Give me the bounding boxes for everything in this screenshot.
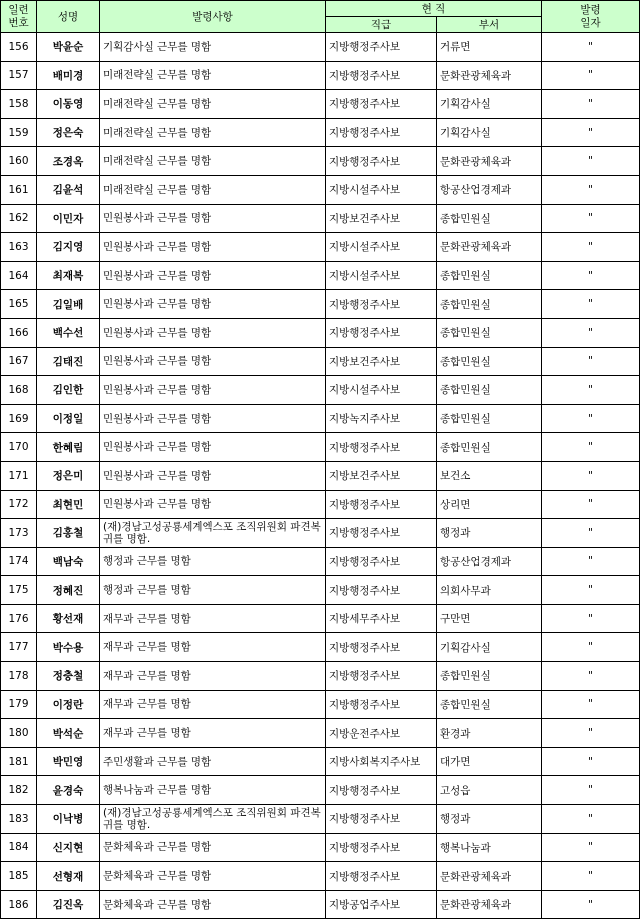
row-name: 조경옥 <box>37 147 100 176</box>
row-dept: 종합민원실 <box>437 662 542 691</box>
header-name: 성명 <box>37 1 100 33</box>
table-row <box>1 690 640 719</box>
table-body <box>1 33 640 919</box>
table-row <box>1 776 640 805</box>
row-dept: 문화관광체육과 <box>437 890 542 919</box>
row-date: " <box>542 805 640 834</box>
row-rank: 지방행정주사보 <box>326 633 437 662</box>
row-rank: 지방행정주사보 <box>326 690 437 719</box>
row-dept: 종합민원실 <box>437 318 542 347</box>
row-name: 정충철 <box>37 662 100 691</box>
row-name: 김태진 <box>37 347 100 376</box>
row-number: 165 <box>1 290 37 319</box>
row-name: 이민자 <box>37 204 100 233</box>
table-row <box>1 662 640 691</box>
table-row <box>1 33 640 62</box>
row-order: 행복나눔과 근무를 명함 <box>100 776 326 805</box>
row-date: " <box>542 175 640 204</box>
row-order: 문화체육과 근무를 명함 <box>100 890 326 919</box>
row-dept: 종합민원실 <box>437 690 542 719</box>
row-order: 민원봉사과 근무를 명함 <box>100 433 326 462</box>
row-rank: 지방보건주사보 <box>326 461 437 490</box>
row-order: 민원봉사과 근무를 명함 <box>100 461 326 490</box>
row-number: 180 <box>1 719 37 748</box>
row-number: 175 <box>1 576 37 605</box>
row-date: " <box>542 519 640 548</box>
row-number: 170 <box>1 433 37 462</box>
row-date: " <box>542 576 640 605</box>
table-row <box>1 633 640 662</box>
row-date: " <box>542 347 640 376</box>
row-rank: 지방행정주사보 <box>326 833 437 862</box>
row-name: 백수선 <box>37 318 100 347</box>
row-name: 박수용 <box>37 633 100 662</box>
row-date: " <box>542 547 640 576</box>
row-dept: 기획감사실 <box>437 633 542 662</box>
row-date: " <box>542 33 640 62</box>
table-row <box>1 90 640 119</box>
table-row <box>1 204 640 233</box>
row-number: 185 <box>1 862 37 891</box>
row-dept: 구만면 <box>437 604 542 633</box>
table-row <box>1 719 640 748</box>
table-row <box>1 747 640 776</box>
row-date: " <box>542 862 640 891</box>
row-name: 이낙병 <box>37 805 100 834</box>
table-row <box>1 404 640 433</box>
row-rank: 지방시설주사보 <box>326 233 437 262</box>
row-rank: 지방행정주사보 <box>326 61 437 90</box>
row-name: 김홍철 <box>37 519 100 548</box>
row-order: (재)경남고성공룡세계엑스포 조직위원회 파견복귀를 명함. <box>100 519 326 548</box>
row-dept: 의회사무과 <box>437 576 542 605</box>
table-row <box>1 290 640 319</box>
table-row <box>1 576 640 605</box>
row-rank: 지방운전주사보 <box>326 719 437 748</box>
row-name: 황선재 <box>37 604 100 633</box>
row-dept: 문화관광체육과 <box>437 61 542 90</box>
table-row <box>1 461 640 490</box>
row-rank: 지방행정주사보 <box>326 433 437 462</box>
row-dept: 문화관광체육과 <box>437 233 542 262</box>
table-row <box>1 490 640 519</box>
row-date: " <box>542 404 640 433</box>
header-no: 일련 번호 <box>1 1 37 33</box>
table-row <box>1 261 640 290</box>
row-order: 민원봉사과 근무를 명함 <box>100 376 326 405</box>
row-order: 문화체육과 근무를 명함 <box>100 833 326 862</box>
row-dept: 기획감사실 <box>437 118 542 147</box>
row-rank: 지방시설주사보 <box>326 376 437 405</box>
row-dept: 종합민원실 <box>437 376 542 405</box>
table-row <box>1 233 640 262</box>
row-dept: 보건소 <box>437 461 542 490</box>
row-rank: 지방행정주사보 <box>326 318 437 347</box>
row-order: 민원봉사과 근무를 명함 <box>100 204 326 233</box>
row-rank: 지방보건주사보 <box>326 347 437 376</box>
row-rank: 지방행정주사보 <box>326 118 437 147</box>
row-number: 161 <box>1 175 37 204</box>
row-number: 164 <box>1 261 37 290</box>
row-number: 174 <box>1 547 37 576</box>
row-order: 문화체육과 근무를 명함 <box>100 862 326 891</box>
row-date: " <box>542 890 640 919</box>
row-date: " <box>542 747 640 776</box>
row-order: 민원봉사과 근무를 명함 <box>100 261 326 290</box>
row-date: " <box>542 662 640 691</box>
row-name: 최현민 <box>37 490 100 519</box>
row-rank: 지방행정주사보 <box>326 662 437 691</box>
row-date: " <box>542 261 640 290</box>
row-number: 166 <box>1 318 37 347</box>
row-name: 이동영 <box>37 90 100 119</box>
row-date: " <box>542 376 640 405</box>
row-rank: 지방행정주사보 <box>326 519 437 548</box>
row-order: 민원봉사과 근무를 명함 <box>100 318 326 347</box>
row-number: 186 <box>1 890 37 919</box>
row-dept: 환경과 <box>437 719 542 748</box>
table-row <box>1 547 640 576</box>
row-date: " <box>542 719 640 748</box>
row-name: 이정일 <box>37 404 100 433</box>
row-dept: 종합민원실 <box>437 261 542 290</box>
row-date: " <box>542 461 640 490</box>
row-date: " <box>542 118 640 147</box>
row-name: 김지영 <box>37 233 100 262</box>
row-order: 미래전략실 근무를 명함 <box>100 147 326 176</box>
row-dept: 상리면 <box>437 490 542 519</box>
row-name: 이정란 <box>37 690 100 719</box>
row-date: " <box>542 290 640 319</box>
row-dept: 행복나눔과 <box>437 833 542 862</box>
row-number: 172 <box>1 490 37 519</box>
row-number: 179 <box>1 690 37 719</box>
row-date: " <box>542 233 640 262</box>
row-rank: 지방행정주사보 <box>326 490 437 519</box>
row-name: 김일배 <box>37 290 100 319</box>
row-number: 176 <box>1 604 37 633</box>
row-order: 미래전략실 근무를 명함 <box>100 61 326 90</box>
table-row <box>1 147 640 176</box>
row-rank: 지방보건주사보 <box>326 204 437 233</box>
row-dept: 문화관광체육과 <box>437 147 542 176</box>
table-row <box>1 318 640 347</box>
table-row <box>1 376 640 405</box>
row-name: 백남숙 <box>37 547 100 576</box>
row-dept: 종합민원실 <box>437 433 542 462</box>
row-dept: 대가면 <box>437 747 542 776</box>
row-number: 157 <box>1 61 37 90</box>
row-name: 김인한 <box>37 376 100 405</box>
row-order: (재)경남고성공룡세계엑스포 조직위원회 파견복귀를 명함. <box>100 805 326 834</box>
row-order: 미래전략실 근무를 명함 <box>100 90 326 119</box>
row-rank: 지방행정주사보 <box>326 776 437 805</box>
row-dept: 종합민원실 <box>437 404 542 433</box>
table-row <box>1 175 640 204</box>
row-number: 168 <box>1 376 37 405</box>
row-order: 민원봉사과 근무를 명함 <box>100 290 326 319</box>
row-order: 민원봉사과 근무를 명함 <box>100 404 326 433</box>
row-date: " <box>542 604 640 633</box>
row-number: 173 <box>1 519 37 548</box>
row-dept: 문화관광체육과 <box>437 862 542 891</box>
row-number: 171 <box>1 461 37 490</box>
row-rank: 지방세무주사보 <box>326 604 437 633</box>
row-date: " <box>542 147 640 176</box>
table-row <box>1 118 640 147</box>
table-row <box>1 604 640 633</box>
row-order: 행정과 근무를 명함 <box>100 576 326 605</box>
row-rank: 지방시설주사보 <box>326 175 437 204</box>
row-name: 정혜진 <box>37 576 100 605</box>
table-row <box>1 862 640 891</box>
row-order: 민원봉사과 근무를 명함 <box>100 233 326 262</box>
row-date: " <box>542 90 640 119</box>
row-number: 177 <box>1 633 37 662</box>
row-dept: 종합민원실 <box>437 290 542 319</box>
row-rank: 지방행정주사보 <box>326 147 437 176</box>
row-number: 184 <box>1 833 37 862</box>
table-row <box>1 833 640 862</box>
row-rank: 지방행정주사보 <box>326 576 437 605</box>
row-number: 158 <box>1 90 37 119</box>
row-name: 선형재 <box>37 862 100 891</box>
row-order: 재무과 근무를 명함 <box>100 719 326 748</box>
row-number: 159 <box>1 118 37 147</box>
row-date: " <box>542 776 640 805</box>
table-row <box>1 805 640 834</box>
row-number: 182 <box>1 776 37 805</box>
row-name: 박윤순 <box>37 33 100 62</box>
row-number: 156 <box>1 33 37 62</box>
row-name: 정은미 <box>37 461 100 490</box>
table-row <box>1 61 640 90</box>
row-number: 183 <box>1 805 37 834</box>
row-date: " <box>542 204 640 233</box>
row-number: 163 <box>1 233 37 262</box>
row-order: 민원봉사과 근무를 명함 <box>100 490 326 519</box>
row-number: 178 <box>1 662 37 691</box>
row-order: 재무과 근무를 명함 <box>100 604 326 633</box>
row-date: " <box>542 61 640 90</box>
row-date: " <box>542 690 640 719</box>
row-name: 정은숙 <box>37 118 100 147</box>
row-name: 박석순 <box>37 719 100 748</box>
table-row <box>1 347 640 376</box>
row-name: 신지현 <box>37 833 100 862</box>
row-name: 배미경 <box>37 61 100 90</box>
row-rank: 지방사회복지주사보 <box>326 747 437 776</box>
header-dept: 부서 <box>437 17 542 33</box>
header-rank: 직급 <box>326 17 437 33</box>
row-rank: 지방녹지주사보 <box>326 404 437 433</box>
table-row <box>1 890 640 919</box>
table-row <box>1 433 640 462</box>
row-date: " <box>542 433 640 462</box>
row-rank: 지방행정주사보 <box>326 90 437 119</box>
row-rank: 지방행정주사보 <box>326 290 437 319</box>
row-rank: 지방행정주사보 <box>326 805 437 834</box>
row-date: " <box>542 633 640 662</box>
row-dept: 고성읍 <box>437 776 542 805</box>
row-dept: 거류면 <box>437 33 542 62</box>
row-order: 재무과 근무를 명함 <box>100 633 326 662</box>
row-dept: 항공산업경제과 <box>437 547 542 576</box>
row-dept: 항공산업경제과 <box>437 175 542 204</box>
row-number: 167 <box>1 347 37 376</box>
row-rank: 지방공업주사보 <box>326 890 437 919</box>
row-name: 김진옥 <box>37 890 100 919</box>
row-number: 169 <box>1 404 37 433</box>
row-rank: 지방행정주사보 <box>326 33 437 62</box>
row-number: 181 <box>1 747 37 776</box>
row-name: 한혜림 <box>37 433 100 462</box>
row-order: 재무과 근무를 명함 <box>100 690 326 719</box>
row-rank: 지방행정주사보 <box>326 547 437 576</box>
row-number: 162 <box>1 204 37 233</box>
row-dept: 종합민원실 <box>437 204 542 233</box>
row-order: 민원봉사과 근무를 명함 <box>100 347 326 376</box>
row-name: 윤경숙 <box>37 776 100 805</box>
row-dept: 종합민원실 <box>437 347 542 376</box>
row-dept: 행정과 <box>437 519 542 548</box>
row-name: 박민영 <box>37 747 100 776</box>
table-row <box>1 519 640 548</box>
row-name: 김윤석 <box>37 175 100 204</box>
header-order: 발령사항 <box>100 1 326 33</box>
row-dept: 기획감사실 <box>437 90 542 119</box>
row-name: 최재복 <box>37 261 100 290</box>
row-date: " <box>542 490 640 519</box>
header-date: 발령 일자 <box>542 1 640 33</box>
row-order: 미래전략실 근무를 명함 <box>100 175 326 204</box>
header-current-position: 현 직 <box>326 1 542 17</box>
row-order: 행정과 근무를 명함 <box>100 547 326 576</box>
row-date: " <box>542 833 640 862</box>
row-number: 160 <box>1 147 37 176</box>
row-order: 주민생활과 근무를 명함 <box>100 747 326 776</box>
row-dept: 행정과 <box>437 805 542 834</box>
row-order: 미래전략실 근무를 명함 <box>100 118 326 147</box>
row-rank: 지방시설주사보 <box>326 261 437 290</box>
row-order: 기획감사실 근무를 명함 <box>100 33 326 62</box>
row-date: " <box>542 318 640 347</box>
row-rank: 지방행정주사보 <box>326 862 437 891</box>
row-order: 재무과 근무를 명함 <box>100 662 326 691</box>
